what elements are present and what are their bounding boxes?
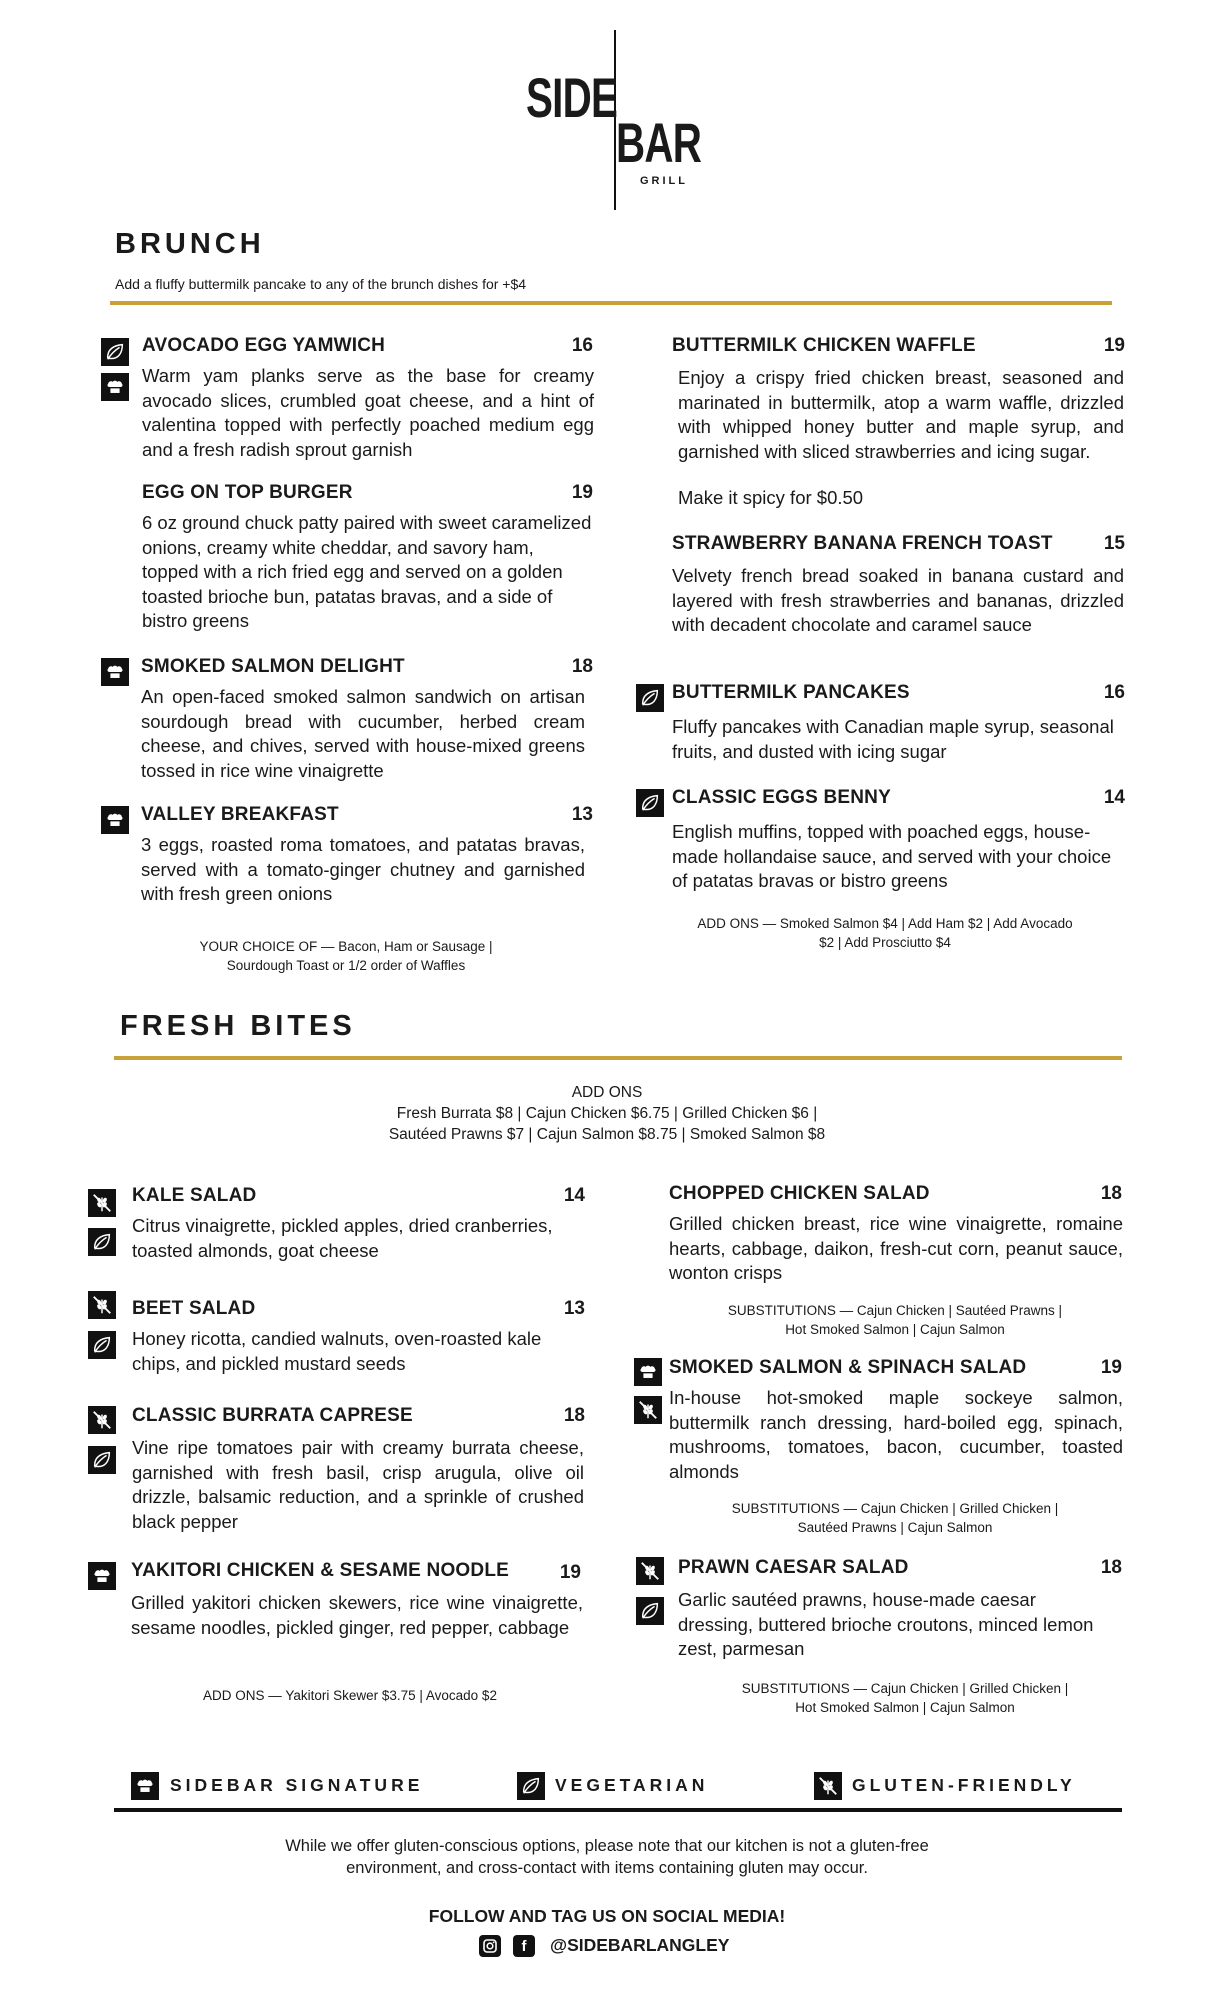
vegetarian-icon bbox=[88, 1228, 116, 1256]
item-price: 16 bbox=[1103, 682, 1125, 703]
item-description: English muffins, topped with poached eggs, house-made hollandaise sauce, and served with your choice of patatas bravas or bistro greens bbox=[672, 821, 1112, 891]
signature-icon bbox=[634, 1358, 662, 1386]
item-price: 18 bbox=[1100, 1557, 1122, 1578]
legend-vegetarian: VEGETARIAN bbox=[555, 1775, 709, 1795]
gluten-friendly-icon bbox=[636, 1557, 664, 1585]
vegetarian-icon bbox=[636, 789, 664, 817]
item-price: 16 bbox=[571, 335, 593, 356]
signature-icon bbox=[101, 658, 129, 686]
item-description: An open-faced smoked salmon sandwich on artisan sourdough bread with cucumber, herbed cream cheese, and chives, served with house-mixed greens tossed in rice wine vinaigrette bbox=[141, 686, 585, 781]
brunch-choice-note: YOUR CHOICE OF — Bacon, Ham or Sausage | Sourdough Toast or 1/2 order of Waffles bbox=[199, 939, 493, 973]
item-description: Fluffy pancakes with Canadian maple syrup, seasonal fruits, and dusted with icing sugar bbox=[672, 716, 1114, 762]
vegetarian-icon bbox=[636, 1597, 664, 1625]
gluten-disclaimer: While we offer gluten-conscious options, please note that our kitchen is not a gluten-free environment, and cross-contact with items containing gluten may occur. bbox=[285, 1837, 929, 1877]
vegetarian-icon bbox=[88, 1446, 116, 1474]
brunch-subtitle: Add a fluffy buttermilk pancake to any of the brunch dishes for +$4 bbox=[115, 276, 527, 292]
signature-icon bbox=[101, 806, 129, 834]
fresh-bites-title: FRESH BITES bbox=[120, 1010, 356, 1042]
item-price: 15 bbox=[1103, 533, 1125, 554]
gluten-friendly-icon bbox=[88, 1406, 116, 1434]
item-extra: Make it spicy for $0.50 bbox=[678, 487, 864, 508]
signature-icon bbox=[88, 1562, 116, 1590]
facebook-icon[interactable]: f bbox=[513, 1935, 535, 1957]
substitutions-note: SUBSTITUTIONS — Cajun Chicken | Sautéed Prawns | Hot Smoked Salmon | Cajun Salmon bbox=[727, 1303, 1063, 1337]
signature-icon bbox=[131, 1772, 159, 1800]
vegetarian-icon bbox=[636, 684, 664, 712]
item-name: SMOKED SALMON & SPINACH SALAD bbox=[669, 1357, 1027, 1378]
instagram-icon[interactable] bbox=[479, 1935, 501, 1957]
item-description: 6 oz ground chuck patty paired with sweet caramelized onions, creamy white cheddar, and savory ham, topped with a rich fried egg and served on a golden toasted brioche bun, patatas bravas, and a side of bistro greens bbox=[142, 512, 592, 631]
item-name: BEET SALAD bbox=[132, 1298, 256, 1319]
item-price: 14 bbox=[563, 1185, 585, 1206]
vegetarian-icon bbox=[517, 1772, 545, 1800]
item-price: 18 bbox=[571, 656, 593, 677]
logo-grill: GRILL bbox=[640, 175, 688, 187]
item-name: PRAWN CAESAR SALAD bbox=[678, 1557, 909, 1578]
item-price: 19 bbox=[1100, 1357, 1122, 1378]
item-name: STRAWBERRY BANANA FRENCH TOAST bbox=[672, 533, 1053, 554]
substitutions-note: SUBSTITUTIONS — Cajun Chicken | Grilled Chicken | Hot Smoked Salmon | Cajun Salmon bbox=[741, 1681, 1069, 1715]
item-price: 19 bbox=[1103, 335, 1125, 356]
gluten-friendly-icon bbox=[634, 1396, 662, 1424]
fresh-addons: ADD ONS Fresh Burrata $8 | Cajun Chicken $6.75 | Grilled Chicken $6 | Sautéed Prawns $7 | Cajun Salmon $8.75 | Smoked Salmon $8 bbox=[388, 1084, 826, 1143]
item-name: VALLEY BREAKFAST bbox=[141, 804, 339, 825]
item-price: 19 bbox=[571, 482, 593, 503]
item-name: SMOKED SALMON DELIGHT bbox=[141, 656, 405, 677]
item-description: Enjoy a crispy fried chicken breast, seasoned and marinated in buttermilk, atop a warm waffle, drizzled with whipped honey butter and maple syrup, and garnished with sliced strawberries and icing sugar. bbox=[678, 367, 1124, 462]
signature-icon bbox=[101, 373, 129, 401]
vegetarian-icon bbox=[88, 1331, 116, 1359]
logo-side: SIDE bbox=[526, 66, 618, 129]
brunch-title: BRUNCH bbox=[115, 228, 265, 260]
item-name: CLASSIC EGGS BENNY bbox=[672, 787, 891, 808]
fresh-left-addons-note: ADD ONS — Yakitori Skewer $3.75 | Avocado $2 bbox=[203, 1688, 497, 1703]
item-name: EGG ON TOP BURGER bbox=[142, 482, 353, 503]
gluten-friendly-icon bbox=[88, 1291, 116, 1319]
logo-bar: BAR bbox=[616, 111, 702, 174]
item-description: Grilled yakitori chicken skewers, rice wine vinaigrette, sesame noodles, pickled ginger, red pepper, cabbage bbox=[131, 1592, 583, 1638]
item-name: CHOPPED CHICKEN SALAD bbox=[669, 1183, 930, 1204]
item-description: 3 eggs, roasted roma tomatoes, and patatas bravas, served with a tomato-ginger chutney and garnished with fresh green onions bbox=[141, 834, 585, 904]
social-handle[interactable]: @SIDEBARLANGLEY bbox=[550, 1935, 730, 1955]
vegetarian-icon bbox=[101, 338, 129, 366]
item-description: Honey ricotta, candied walnuts, oven-roasted kale chips, and pickled mustard seeds bbox=[132, 1328, 542, 1374]
gluten-friendly-icon bbox=[88, 1189, 116, 1217]
item-name: CLASSIC BURRATA CAPRESE bbox=[132, 1405, 413, 1426]
brunch-rule bbox=[110, 301, 1112, 305]
item-description: Garlic sautéed prawns, house-made caesar dressing, buttered brioche croutons, minced lemon zest, parmesan bbox=[678, 1589, 1094, 1659]
item-name: AVOCADO EGG YAMWICH bbox=[142, 335, 386, 356]
item-name: BUTTERMILK PANCAKES bbox=[672, 682, 910, 703]
item-price: 13 bbox=[563, 1298, 585, 1319]
item-price: 18 bbox=[1100, 1183, 1122, 1204]
follow-us-heading: FOLLOW AND TAG US ON SOCIAL MEDIA! bbox=[428, 1906, 786, 1926]
legend-gluten-friendly: GLUTEN-FRIENDLY bbox=[852, 1775, 1076, 1795]
footer-rule bbox=[114, 1808, 1122, 1812]
substitutions-note: SUBSTITUTIONS — Cajun Chicken | Grilled Chicken | Sautéed Prawns | Cajun Salmon bbox=[731, 1501, 1059, 1535]
gluten-friendly-icon bbox=[814, 1772, 842, 1800]
legend-signature: SIDEBAR SIGNATURE bbox=[170, 1775, 424, 1795]
item-description: Warm yam planks serve as the base for creamy avocado slices, crumbled goat cheese, and a hint of valentina topped with perfectly poached medium egg and a fresh radish sprout garnish bbox=[142, 365, 594, 460]
item-price: 19 bbox=[559, 1562, 581, 1583]
brunch-addons-note: ADD ONS — Smoked Salmon $4 | Add Ham $2 | Add Avocado $2 | Add Prosciutto $4 bbox=[697, 916, 1073, 950]
item-description: Velvety french bread soaked in banana custard and layered with fresh strawberries and bananas, drizzled with decadent chocolate and caramel sauce bbox=[672, 565, 1124, 635]
item-price: 18 bbox=[563, 1405, 585, 1426]
item-description: Vine ripe tomatoes pair with creamy burrata cheese, garnished with fresh basil, crisp arugula, olive oil drizzle, balsamic reduction, and a sprinkle of crushed black pepper bbox=[132, 1437, 584, 1532]
item-name: YAKITORI CHICKEN & SESAME NOODLE bbox=[131, 1560, 510, 1581]
item-price: 13 bbox=[571, 804, 593, 825]
fresh-bites-rule bbox=[114, 1056, 1122, 1060]
item-price: 14 bbox=[1103, 787, 1125, 808]
item-description: Grilled chicken breast, rice wine vinaigrette, romaine hearts, cabbage, daikon, fresh-cut corn, peanut sauce, wonton crisps bbox=[669, 1213, 1123, 1283]
item-description: Citrus vinaigrette, pickled apples, dried cranberries, toasted almonds, goat cheese bbox=[132, 1215, 553, 1261]
item-name: KALE SALAD bbox=[132, 1185, 257, 1206]
item-description: In-house hot-smoked maple sockeye salmon, buttermilk ranch dressing, hard-boiled egg, spinach, mushrooms, tomatoes, bacon, cucumber, toasted almonds bbox=[669, 1387, 1123, 1482]
item-name: BUTTERMILK CHICKEN WAFFLE bbox=[672, 335, 976, 356]
